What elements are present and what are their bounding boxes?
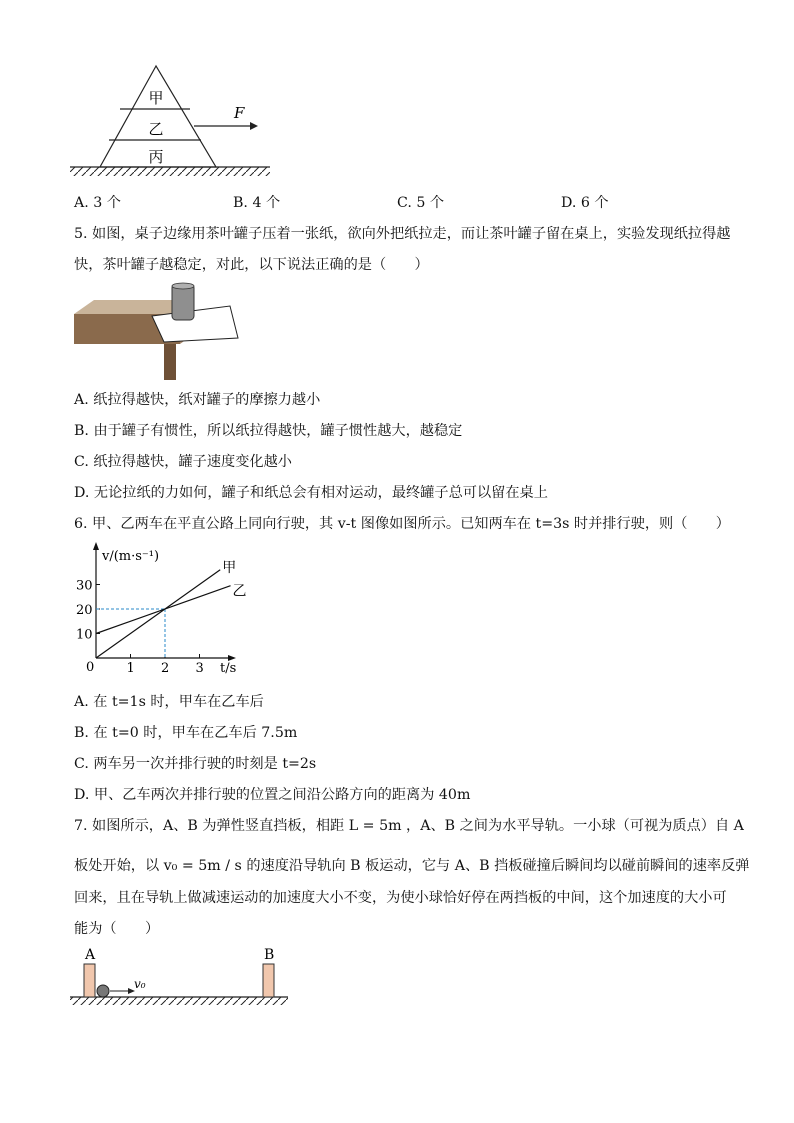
plate-b — [263, 964, 274, 997]
q6-option-a[interactable]: A. 在 t=1s 时，甲车在乙车后 — [74, 694, 264, 710]
y-tick-label-20: 20 — [76, 603, 93, 618]
layer-top-label: 甲 — [148, 89, 164, 107]
q4-option-b[interactable]: B. 4 个 — [233, 195, 281, 211]
y-tick-label-10: 10 — [76, 627, 93, 643]
q5-option-b[interactable]: B. 由于罐子有惯性，所以纸拉得越快，罐子惯性越大，越稳定 — [74, 423, 463, 439]
x-tick-label-1: 1 — [126, 661, 135, 676]
x-axis-label: t/s — [220, 661, 237, 676]
y-axis-arrow — [93, 542, 99, 550]
force-label: F — [234, 104, 245, 122]
q7-stem-line4: 能为（ ） — [74, 921, 160, 937]
y-axis-label: v/(m·s⁻¹) — [102, 549, 160, 564]
q4-option-a[interactable]: A. 3 个 — [74, 195, 121, 211]
q5-stem-line2: 快，茶叶罐子越稳定，对此，以下说法正确的是（ ） — [74, 257, 429, 273]
plate-b-label: B — [264, 947, 275, 963]
q5-option-d[interactable]: D. 无论拉纸的力如何，罐子和纸总会有相对运动，最终罐子总可以留在桌上 — [74, 485, 548, 501]
series-line-0 — [96, 570, 220, 658]
q6-option-c[interactable]: C. 两车另一次并排行驶的时刻是 t=2s — [74, 756, 317, 772]
origin-label: 0 — [86, 660, 95, 675]
q6-option-d[interactable]: D. 甲、乙车两次并排行驶的位置之间沿公路方向的距离为 40m — [74, 787, 471, 803]
q6-stem-line1: 6. 甲、乙两车在平直公路上同向行驶，其 v-t 图像如图所示。已知两车在 t=3s 时并排行驶，则（ ） — [74, 516, 730, 532]
plate-a — [84, 964, 95, 997]
q4-option-d[interactable]: D. 6 个 — [561, 195, 609, 211]
q5-stem-line1: 5. 如图，桌子边缘用茶叶罐子压着一张纸，欲向外把纸拉走，而让茶叶罐子留在桌上，实验发现纸拉得越 — [74, 226, 731, 242]
ball — [97, 985, 109, 997]
q4-option-c[interactable]: C. 5 个 — [397, 195, 445, 211]
velocity-label: v₀ — [134, 977, 146, 991]
series-label-0: 甲 — [222, 559, 237, 576]
layer-bot-label: 丙 — [148, 148, 164, 166]
series-label-1: 乙 — [232, 583, 247, 600]
x-tick-label-3: 3 — [195, 661, 204, 676]
q7-figure — [70, 944, 300, 1012]
q7-stem-line2: 板处开始，以 v₀ = 5m / s 的速度沿导轨向 B 板运动，它与 A、B 挡板碰撞后瞬间均以碰前瞬间的速率反弹 — [74, 858, 750, 874]
q7-stem-line1: 7. 如图所示，A、B 为弹性竖直挡板，相距 L = 5m ，A、B 之间为水平导轨。一小球（可视为质点）自 A — [74, 818, 744, 834]
q6-option-b[interactable]: B. 在 t=0 时，甲车在乙车后 7.5m — [74, 725, 298, 741]
q5-option-c[interactable]: C. 纸拉得越快，罐子速度变化越小 — [74, 454, 292, 470]
plate-a-label: A — [85, 947, 96, 963]
q4-figure — [70, 60, 270, 180]
q5-table-figure — [72, 278, 242, 384]
q5-option-a[interactable]: A. 纸拉得越快，纸对罐子的摩擦力越小 — [74, 392, 321, 408]
x-tick-label-2: 2 — [161, 661, 170, 676]
y-tick-label-30: 30 — [76, 578, 93, 594]
vt-chart — [72, 540, 262, 676]
layer-mid-label: 乙 — [148, 120, 164, 138]
series-line-1 — [96, 586, 231, 634]
q7-stem-line3: 回来，且在导轨上做减速运动的加速度大小不变，为使小球恰好停在两挡板的中间，这个加速度的大小可 — [74, 890, 727, 906]
